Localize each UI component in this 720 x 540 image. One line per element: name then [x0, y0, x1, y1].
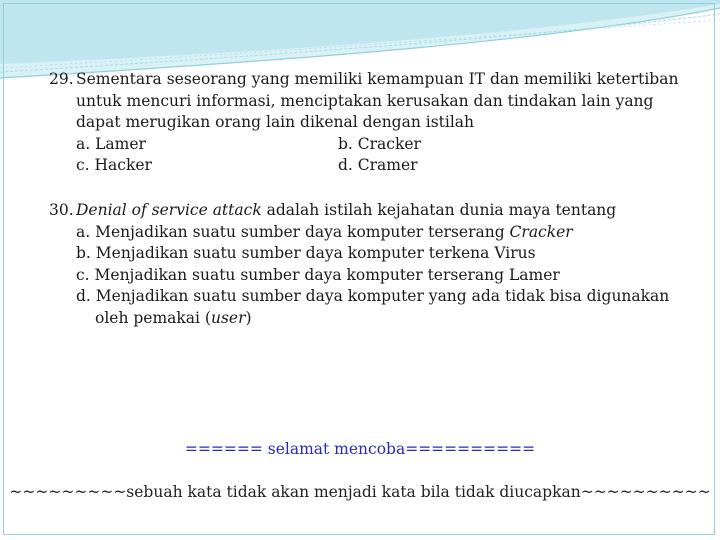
question-29 — [49, 69, 699, 177]
question-30-option-c: c. Menjadikan suatu sumber daya komputer terserang Lamer — [76, 265, 560, 284]
question-30-option-d: d. Menjadikan suatu sumber daya komputer yang ada tidak bisa digunakan — [76, 287, 670, 306]
question-30-stem-rest: adalah istilah kejahatan dunia maya tentang — [261, 201, 617, 219]
question-30-option-d-continued — [49, 308, 699, 330]
option-a-text: a. Menjadikan suatu sumber daya komputer terserang — [76, 222, 510, 241]
question-30-stem — [49, 200, 699, 222]
question-29-options-row-1 — [49, 134, 699, 156]
question-29-number: 29. — [49, 70, 74, 88]
question-30-option-b: b. Menjadikan suatu sumber daya komputer terkena Virus — [76, 244, 536, 263]
question-30-number: 30. — [49, 201, 74, 219]
option-d-cont-italic: user — [210, 308, 246, 327]
question-30-term: Denial of service attack — [76, 201, 262, 219]
option-d-cont-pre: oleh pemakai ( — [95, 308, 211, 327]
option-a: a. Lamer — [76, 134, 146, 153]
option-c: c. Hacker — [76, 156, 152, 175]
option-a-italic: Cracker — [509, 222, 573, 241]
question-29-options-row-2 — [49, 155, 699, 177]
option-b: b. Cracker — [338, 134, 421, 153]
question-30-option-a — [49, 222, 699, 244]
question-30 — [49, 200, 699, 330]
option-d-cont-post: ) — [245, 308, 252, 327]
option-d: d. Cramer — [338, 156, 418, 175]
question-29-line-1 — [49, 69, 699, 91]
question-29-stem-1: Sementara seseorang yang memiliki kemampuan IT dan memiliki ketertiban — [76, 70, 679, 88]
greeting-line: ====== selamat mencoba========== — [184, 440, 536, 458]
question-29-stem-2: untuk mencuri informasi, menciptakan kerusakan dan tindakan lain yang — [76, 91, 654, 110]
quote-line: ~~~~~~~~~sebuah kata tidak akan menjadi kata bila tidak diucapkan~~~~~~~~~~ — [9, 483, 711, 501]
question-29-stem-3: dapat merugikan orang lain dikenal dengan istilah — [76, 113, 475, 132]
